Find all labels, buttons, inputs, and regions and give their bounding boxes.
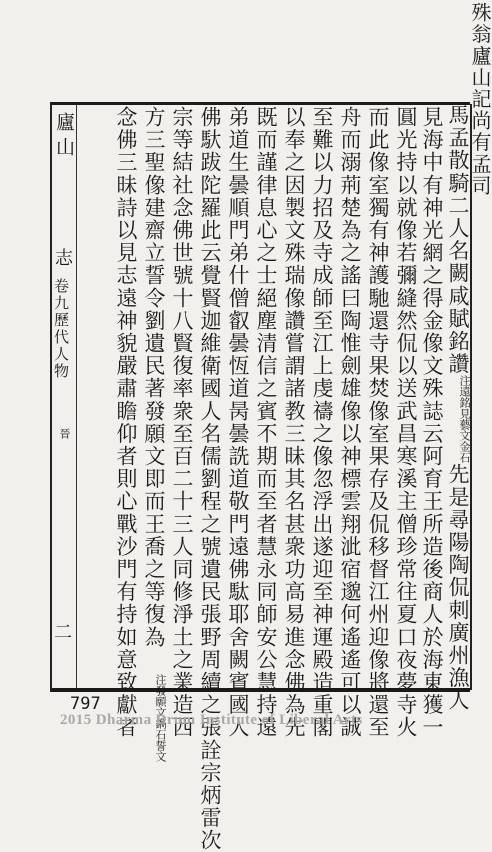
watermark: 2015 Dharma Drum Institute of Liberal Arts bbox=[60, 712, 363, 728]
column-text: 方三聖像建齋立誓令劉遺民著發願文即而王喬之等復為 bbox=[142, 106, 166, 649]
column-text: 馬孟散騎二人名闕 bbox=[446, 104, 470, 285]
header-leaf-number: 二 bbox=[51, 622, 72, 642]
header-section-title: 卷九歷代人物 bbox=[52, 278, 70, 380]
text-column-12 bbox=[142, 106, 166, 762]
inline-note: 注遠銘見藝文金石 bbox=[458, 375, 471, 464]
text-column-7: 以奉之因製文殊瑞像讚嘗謂諸教三昧其名甚衆功高易進念佛為先 bbox=[282, 106, 306, 739]
header-title: 廬山 bbox=[53, 112, 75, 162]
text-column-1 bbox=[446, 104, 470, 712]
text-column-11: 宗等結社念佛世號十八賢復率衆至百二十三人同修淨土之業造西 bbox=[170, 106, 194, 739]
page-number: 797 bbox=[70, 694, 101, 714]
text-column-10: 佛馱跋陀羅此云覺賢迦維衛國人名儒劉程之號遺民張野周續之張詮宗炳雷次 bbox=[198, 106, 222, 852]
text-column-13: 念佛三昧詩以見志遠神貌嚴肅瞻仰者則心戰沙門有持如意致獻者 bbox=[114, 106, 138, 739]
text-column-8: 既而謹律息心之士絕塵清信之賓不期而至者慧永同師安公慧持遠 bbox=[254, 106, 278, 739]
text-column-6: 至難以力招及寺成師至江上虔禱之像忽浮出遂迎至神運殿造重閣 bbox=[310, 106, 334, 739]
header-era: 晉 bbox=[58, 428, 71, 439]
text-column-2: 見海中有神光網之得金像文殊誌云阿育王所造後商人於海東獲一 bbox=[420, 106, 444, 739]
text-column-4: 而此像室獨有神護馳還寺果焚像室果存及侃移督江州迎像將還至 bbox=[366, 106, 390, 739]
header-band bbox=[50, 104, 77, 688]
text-column-9: 弟道生曇順門弟什僧叡曇恆道昺曇詵道敬門遠佛駄耶舍闕賓國人 bbox=[226, 106, 250, 739]
text-column-3: 圓光持以就像若彌縫然侃以送武昌寒溪主僧珍常往夏口夜夢寺火 bbox=[394, 106, 418, 739]
column-title: 咸賦銘讚 bbox=[446, 284, 470, 376]
inline-note: 注發願文鐫石誓文 bbox=[154, 674, 167, 763]
text-column-5: 舟而溺荊楚為之謠曰陶惟劍雄像以神標雲翔泚宿邈何遙遙可以誠 bbox=[338, 106, 362, 739]
column-text: 先是尋陽陶侃刺廣州漁人 bbox=[446, 463, 470, 712]
top-line-text: 殊翁廬山記尚有孟司 bbox=[468, 2, 492, 197]
header-book-marker: 志 bbox=[52, 248, 73, 268]
